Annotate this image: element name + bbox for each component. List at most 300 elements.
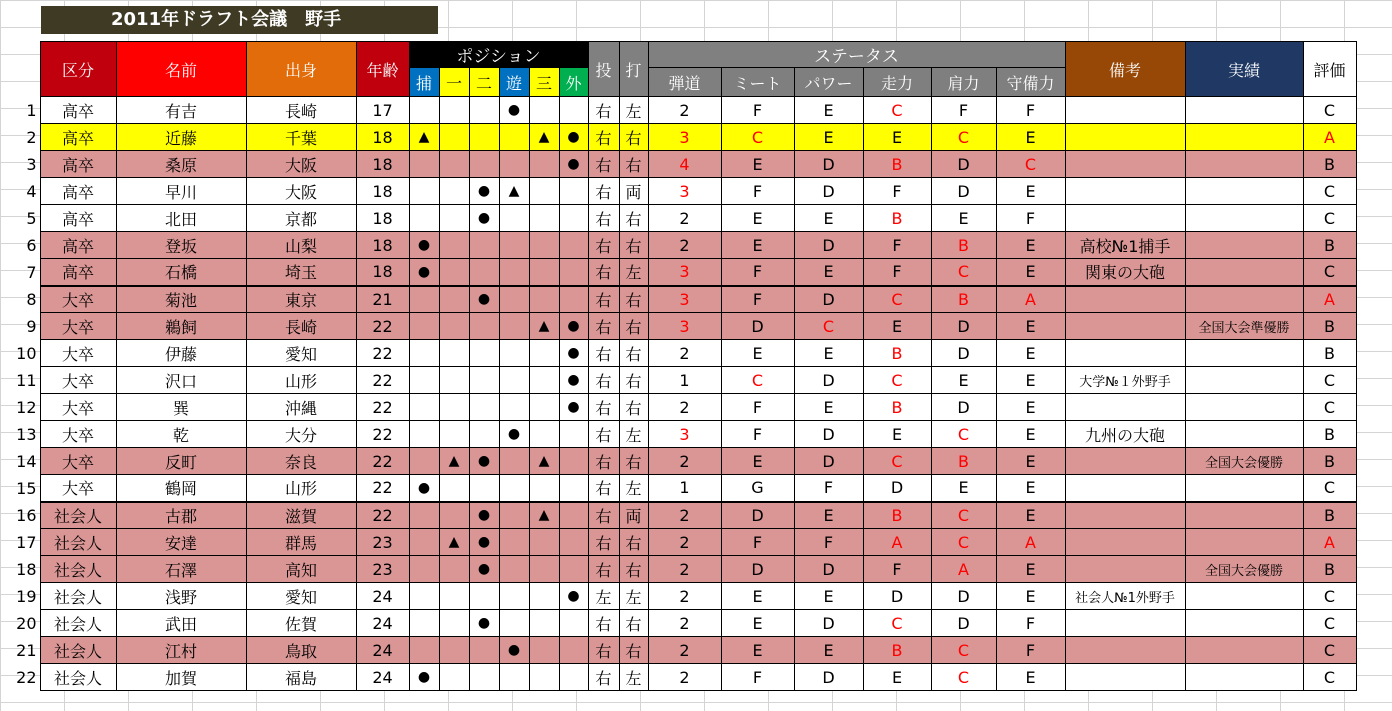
cell-position-mark <box>499 367 529 394</box>
cell-stat: E <box>721 610 794 637</box>
cell-bat: 右 <box>619 205 648 232</box>
cell-throw: 右 <box>588 394 619 421</box>
table-row <box>0 502 1356 529</box>
cell-position-mark <box>439 178 469 205</box>
sheet-title: 2011年ドラフト会議 野手 <box>41 6 438 34</box>
cell-stat: E <box>996 394 1065 421</box>
cell-stat: A <box>931 556 996 583</box>
cell-kubun: 大卒 <box>40 367 116 394</box>
cell-position-mark <box>439 259 469 286</box>
cell-position-mark <box>469 637 499 664</box>
cell-position-mark <box>439 124 469 151</box>
cell-throw: 右 <box>588 610 619 637</box>
table-row <box>0 448 1356 475</box>
cell-position-mark <box>499 448 529 475</box>
cell-jisseki <box>1185 286 1303 313</box>
cell-jisseki <box>1185 664 1303 691</box>
cell-position-mark: ● <box>499 637 529 664</box>
cell-bat: 右 <box>619 610 648 637</box>
cell-stat: F <box>996 610 1065 637</box>
cell-throw: 左 <box>588 583 619 610</box>
cell-stat: E <box>794 637 863 664</box>
cell-jisseki <box>1185 475 1303 502</box>
cell-position-mark <box>469 232 499 259</box>
cell-position-mark <box>469 259 499 286</box>
cell-kubun: 高卒 <box>40 97 116 124</box>
cell-stat: F <box>996 205 1065 232</box>
cell-stat: D <box>794 232 863 259</box>
cell-name: 桑原 <box>116 151 246 178</box>
row-number: 3 <box>26 154 37 174</box>
cell-bat: 左 <box>619 259 648 286</box>
cell-stat: E <box>721 205 794 232</box>
cell-bat: 右 <box>619 286 648 313</box>
cell-age: 18 <box>356 259 409 286</box>
cell-stat: D <box>931 394 996 421</box>
header-stat-speed: 走力 <box>863 68 931 97</box>
cell-position-mark <box>409 205 439 232</box>
table-row <box>0 232 1356 259</box>
cell-stat: 2 <box>648 583 721 610</box>
cell-stat: F <box>863 556 931 583</box>
cell-throw: 右 <box>588 529 619 556</box>
cell-position-mark: ● <box>469 178 499 205</box>
cell-age: 24 <box>356 610 409 637</box>
cell-biko <box>1065 610 1185 637</box>
cell-name: 鶴岡 <box>116 475 246 502</box>
cell-bat: 左 <box>619 421 648 448</box>
cell-position-mark <box>409 556 439 583</box>
cell-biko <box>1065 340 1185 367</box>
cell-from: 東京 <box>246 286 356 313</box>
cell-name: 鵜飼 <box>116 313 246 340</box>
cell-stat: F <box>863 232 931 259</box>
cell-position-mark <box>499 151 529 178</box>
cell-stat: 2 <box>648 205 721 232</box>
cell-position-mark <box>469 151 499 178</box>
cell-biko <box>1065 556 1185 583</box>
cell-bat: 右 <box>619 340 648 367</box>
table-row <box>0 178 1356 205</box>
cell-stat: D <box>794 286 863 313</box>
cell-stat: E <box>931 367 996 394</box>
cell-kubun: 大卒 <box>40 448 116 475</box>
cell-stat: C <box>931 502 996 529</box>
cell-kubun: 社会人 <box>40 502 116 529</box>
row-number: 12 <box>16 397 37 417</box>
row-number: 10 <box>16 343 37 363</box>
cell-position-mark <box>469 367 499 394</box>
cell-jisseki <box>1185 502 1303 529</box>
cell-throw: 右 <box>588 502 619 529</box>
cell-throw: 右 <box>588 313 619 340</box>
cell-biko <box>1065 448 1185 475</box>
header-pos-ss: 遊 <box>499 68 529 97</box>
cell-position-mark <box>409 637 439 664</box>
cell-stat: E <box>721 583 794 610</box>
cell-stat: 2 <box>648 340 721 367</box>
cell-stat: C <box>931 259 996 286</box>
cell-jisseki: 全国大会優勝 <box>1185 556 1303 583</box>
cell-biko <box>1065 502 1185 529</box>
header-position: ポジション <box>409 42 588 68</box>
cell-stat: A <box>996 529 1065 556</box>
table-row <box>0 610 1356 637</box>
cell-stat: E <box>721 151 794 178</box>
cell-from: 奈良 <box>246 448 356 475</box>
cell-position-mark: ▲ <box>439 448 469 475</box>
cell-stat: C <box>931 637 996 664</box>
cell-position-mark <box>559 97 588 124</box>
cell-stat: D <box>794 151 863 178</box>
cell-stat: F <box>863 259 931 286</box>
cell-eval: C <box>1303 583 1356 610</box>
cell-biko: 社会人№1外野手 <box>1065 583 1185 610</box>
cell-age: 22 <box>356 421 409 448</box>
cell-position-mark <box>439 583 469 610</box>
cell-from: 佐賀 <box>246 610 356 637</box>
cell-from: 群馬 <box>246 529 356 556</box>
cell-throw: 右 <box>588 124 619 151</box>
cell-age: 23 <box>356 529 409 556</box>
cell-from: 愛知 <box>246 340 356 367</box>
cell-throw: 右 <box>588 178 619 205</box>
cell-from: 滋賀 <box>246 502 356 529</box>
table-row <box>0 583 1356 610</box>
cell-position-mark <box>559 610 588 637</box>
cell-bat: 右 <box>619 556 648 583</box>
cell-from: 大分 <box>246 421 356 448</box>
cell-stat: F <box>794 529 863 556</box>
cell-from: 京都 <box>246 205 356 232</box>
cell-position-mark: ● <box>559 367 588 394</box>
cell-position-mark <box>559 664 588 691</box>
cell-name: 加賀 <box>116 664 246 691</box>
cell-position-mark: ● <box>559 340 588 367</box>
cell-position-mark <box>439 232 469 259</box>
cell-eval: B <box>1303 421 1356 448</box>
cell-position-mark <box>469 313 499 340</box>
table-row <box>0 664 1356 691</box>
table-row <box>0 394 1356 421</box>
cell-position-mark: ● <box>559 313 588 340</box>
cell-position-mark <box>559 259 588 286</box>
table-row <box>0 421 1356 448</box>
cell-position-mark <box>529 259 559 286</box>
cell-position-mark: ● <box>409 232 439 259</box>
cell-eval: C <box>1303 664 1356 691</box>
cell-stat: C <box>931 664 996 691</box>
cell-age: 18 <box>356 178 409 205</box>
table-row <box>0 259 1356 286</box>
cell-jisseki: 全国大会優勝 <box>1185 448 1303 475</box>
cell-age: 22 <box>356 313 409 340</box>
cell-eval: A <box>1303 124 1356 151</box>
cell-stat: B <box>863 502 931 529</box>
cell-jisseki <box>1185 367 1303 394</box>
cell-name: 巽 <box>116 394 246 421</box>
cell-jisseki <box>1185 637 1303 664</box>
cell-stat: E <box>794 259 863 286</box>
cell-position-mark <box>499 502 529 529</box>
cell-kubun: 高卒 <box>40 124 116 151</box>
cell-stat: E <box>996 664 1065 691</box>
cell-stat: 3 <box>648 124 721 151</box>
header-pos-of: 外 <box>559 68 588 97</box>
cell-age: 18 <box>356 205 409 232</box>
cell-stat: 2 <box>648 97 721 124</box>
cell-position-mark: ▲ <box>499 178 529 205</box>
cell-throw: 右 <box>588 556 619 583</box>
cell-position-mark <box>409 394 439 421</box>
cell-name: 登坂 <box>116 232 246 259</box>
cell-kubun: 社会人 <box>40 637 116 664</box>
cell-position-mark: ● <box>499 97 529 124</box>
cell-stat: B <box>931 286 996 313</box>
table-body <box>0 97 1356 691</box>
cell-kubun: 高卒 <box>40 151 116 178</box>
header-bat: 打 <box>619 42 648 97</box>
cell-name: 江村 <box>116 637 246 664</box>
cell-age: 22 <box>356 340 409 367</box>
cell-name: 石橋 <box>116 259 246 286</box>
cell-position-mark <box>559 286 588 313</box>
cell-jisseki <box>1185 421 1303 448</box>
cell-position-mark <box>499 232 529 259</box>
cell-position-mark <box>439 502 469 529</box>
header-stat-contact: ミート <box>721 68 794 97</box>
cell-eval: C <box>1303 610 1356 637</box>
cell-position-mark <box>409 502 439 529</box>
cell-stat: F <box>931 97 996 124</box>
cell-from: 長崎 <box>246 313 356 340</box>
cell-stat: 2 <box>648 502 721 529</box>
cell-bat: 左 <box>619 664 648 691</box>
cell-position-mark <box>499 394 529 421</box>
cell-from: 愛知 <box>246 583 356 610</box>
cell-stat: E <box>794 502 863 529</box>
cell-stat: C <box>863 448 931 475</box>
cell-stat: F <box>721 664 794 691</box>
cell-age: 17 <box>356 97 409 124</box>
cell-stat: 1 <box>648 367 721 394</box>
cell-stat: D <box>931 151 996 178</box>
cell-position-mark <box>499 475 529 502</box>
cell-position-mark <box>499 340 529 367</box>
cell-position-mark <box>439 664 469 691</box>
cell-stat: B <box>863 151 931 178</box>
cell-position-mark <box>529 367 559 394</box>
cell-position-mark <box>439 286 469 313</box>
cell-stat: D <box>721 556 794 583</box>
cell-position-mark <box>409 448 439 475</box>
cell-position-mark: ● <box>409 259 439 286</box>
cell-age: 24 <box>356 637 409 664</box>
cell-bat: 右 <box>619 637 648 664</box>
cell-stat: D <box>931 340 996 367</box>
cell-kubun: 大卒 <box>40 313 116 340</box>
cell-age: 22 <box>356 394 409 421</box>
table-row <box>0 529 1356 556</box>
row-number: 9 <box>26 316 37 336</box>
cell-bat: 左 <box>619 583 648 610</box>
cell-from: 山形 <box>246 475 356 502</box>
cell-name: 反町 <box>116 448 246 475</box>
cell-from: 高知 <box>246 556 356 583</box>
cell-position-mark <box>499 205 529 232</box>
cell-eval: A <box>1303 286 1356 313</box>
cell-stat: E <box>996 124 1065 151</box>
cell-bat: 左 <box>619 97 648 124</box>
cell-jisseki <box>1185 124 1303 151</box>
cell-stat: D <box>794 178 863 205</box>
cell-position-mark <box>409 286 439 313</box>
cell-position-mark <box>529 232 559 259</box>
row-number: 1 <box>26 100 37 120</box>
cell-from: 福島 <box>246 664 356 691</box>
cell-kubun: 大卒 <box>40 421 116 448</box>
cell-stat: E <box>863 313 931 340</box>
cell-kubun: 大卒 <box>40 475 116 502</box>
cell-stat: E <box>794 340 863 367</box>
cell-stat: E <box>996 502 1065 529</box>
cell-position-mark <box>439 205 469 232</box>
header-pos-2b: 二 <box>469 68 499 97</box>
cell-from: 千葉 <box>246 124 356 151</box>
cell-throw: 右 <box>588 664 619 691</box>
cell-from: 沖縄 <box>246 394 356 421</box>
cell-kubun: 社会人 <box>40 529 116 556</box>
cell-bat: 両 <box>619 178 648 205</box>
cell-position-mark <box>559 475 588 502</box>
cell-eval: B <box>1303 151 1356 178</box>
table-row <box>0 556 1356 583</box>
cell-stat: B <box>863 205 931 232</box>
cell-eval: C <box>1303 475 1356 502</box>
cell-jisseki <box>1185 529 1303 556</box>
cell-position-mark <box>409 529 439 556</box>
cell-stat: E <box>996 367 1065 394</box>
cell-from: 大阪 <box>246 178 356 205</box>
row-number: 19 <box>16 586 37 606</box>
cell-position-mark <box>439 97 469 124</box>
cell-stat: 1 <box>648 475 721 502</box>
cell-stat: E <box>996 232 1065 259</box>
cell-stat: E <box>996 259 1065 286</box>
cell-stat: 2 <box>648 232 721 259</box>
cell-position-mark <box>409 151 439 178</box>
cell-throw: 右 <box>588 205 619 232</box>
cell-eval: B <box>1303 232 1356 259</box>
cell-stat: C <box>863 367 931 394</box>
cell-position-mark <box>499 259 529 286</box>
cell-stat: E <box>794 124 863 151</box>
cell-position-mark <box>469 97 499 124</box>
cell-stat: E <box>996 340 1065 367</box>
cell-age: 24 <box>356 583 409 610</box>
cell-position-mark <box>409 97 439 124</box>
cell-position-mark <box>439 340 469 367</box>
cell-position-mark <box>409 583 439 610</box>
cell-biko <box>1065 205 1185 232</box>
cell-biko <box>1065 178 1185 205</box>
cell-age: 22 <box>356 475 409 502</box>
cell-jisseki <box>1185 232 1303 259</box>
row-number: 7 <box>26 262 37 282</box>
cell-bat: 両 <box>619 502 648 529</box>
table-row <box>0 286 1356 313</box>
cell-name: 安達 <box>116 529 246 556</box>
row-number: 11 <box>16 370 37 390</box>
cell-stat: D <box>931 313 996 340</box>
cell-position-mark <box>469 124 499 151</box>
cell-name: 浅野 <box>116 583 246 610</box>
cell-position-mark <box>439 394 469 421</box>
table-row <box>0 205 1356 232</box>
cell-name: 乾 <box>116 421 246 448</box>
cell-position-mark: ● <box>469 448 499 475</box>
row-number: 20 <box>16 613 37 633</box>
cell-jisseki <box>1185 151 1303 178</box>
row-number: 14 <box>16 451 37 471</box>
cell-throw: 右 <box>588 259 619 286</box>
cell-biko <box>1065 124 1185 151</box>
cell-position-mark <box>409 178 439 205</box>
cell-stat: C <box>721 124 794 151</box>
cell-stat: E <box>721 637 794 664</box>
cell-stat: 3 <box>648 421 721 448</box>
cell-throw: 右 <box>588 475 619 502</box>
header-stat-power: パワー <box>794 68 863 97</box>
cell-bat: 右 <box>619 448 648 475</box>
cell-kubun: 大卒 <box>40 394 116 421</box>
cell-stat: C <box>863 610 931 637</box>
cell-stat: C <box>931 529 996 556</box>
cell-from: 大阪 <box>246 151 356 178</box>
cell-from: 長崎 <box>246 97 356 124</box>
cell-from: 山梨 <box>246 232 356 259</box>
cell-stat: E <box>721 232 794 259</box>
row-number: 15 <box>16 478 37 498</box>
cell-position-mark: ▲ <box>529 313 559 340</box>
cell-position-mark <box>499 529 529 556</box>
cell-kubun: 大卒 <box>40 340 116 367</box>
cell-stat: C <box>931 124 996 151</box>
cell-kubun: 社会人 <box>40 610 116 637</box>
cell-position-mark <box>439 151 469 178</box>
cell-biko: 高校№1捕手 <box>1065 232 1185 259</box>
header-stat-arm: 肩力 <box>931 68 996 97</box>
cell-position-mark: ● <box>469 610 499 637</box>
cell-stat: C <box>863 286 931 313</box>
cell-stat: 4 <box>648 151 721 178</box>
cell-position-mark: ● <box>559 583 588 610</box>
cell-position-mark: ▲ <box>439 529 469 556</box>
row-number: 2 <box>26 127 37 147</box>
cell-stat: D <box>794 448 863 475</box>
cell-position-mark: ▲ <box>409 124 439 151</box>
cell-stat: C <box>721 367 794 394</box>
table-row <box>0 124 1356 151</box>
cell-stat: E <box>794 394 863 421</box>
cell-stat: 2 <box>648 610 721 637</box>
cell-position-mark <box>529 286 559 313</box>
cell-throw: 右 <box>588 151 619 178</box>
cell-biko: 関東の大砲 <box>1065 259 1185 286</box>
cell-position-mark <box>469 340 499 367</box>
cell-throw: 右 <box>588 448 619 475</box>
cell-position-mark <box>469 475 499 502</box>
